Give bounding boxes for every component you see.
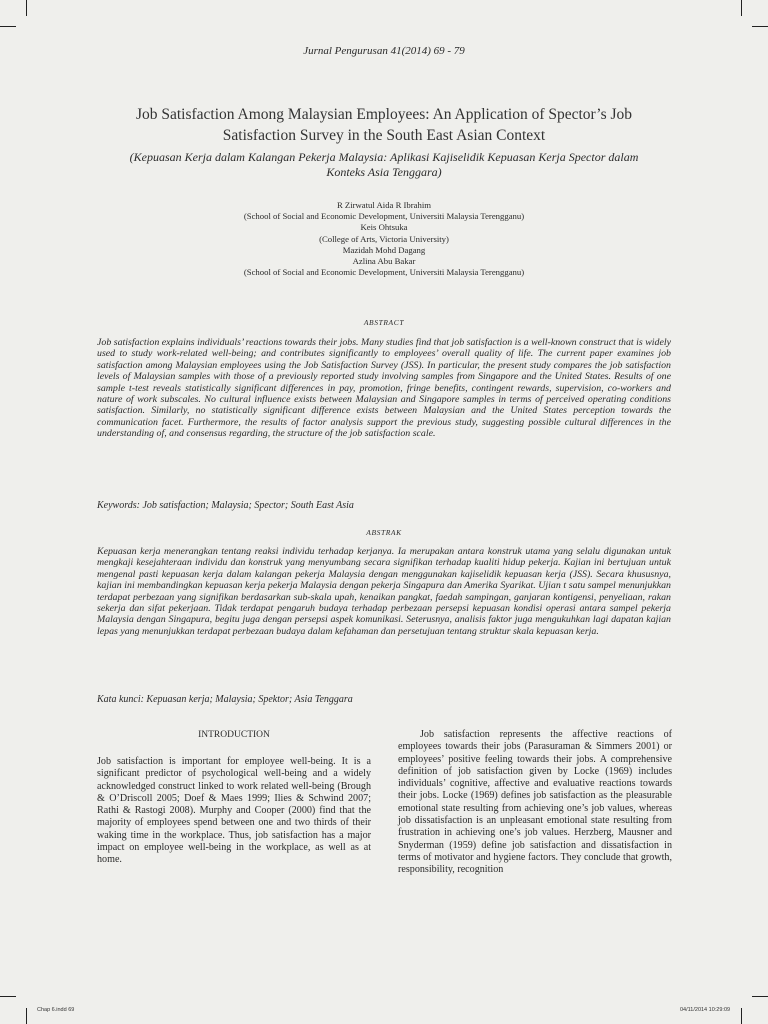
abstrak-text: Kepuasan kerja menerangkan tentang reaksi individu terhadap kerjanya. Ia merupakan antara konstruk utama yang selalu digunakan untuk mengkaji kesejahteraan individu dan konstruk yang menyumbang secara signifikan terhadap kualiti hidup pekerja. Kajian ini bertujuan untuk mengenal pasti kepuasan kerja dalam kalangan pekerja Malaysia dengan menggunakan kajiselidik kepuasan kerja (JSS). Secara khususnya, kajian ini membandingkan kepuasan kerja pekerja Malaysia dengan pekerja Singapura dan Amerika Syarikat. Ujian t satu sampel menunjukkan terdapat perbezaan yang signifikan berdasarkan sub-skala upah, kenaikan pangkat, faedah sampingan, ganjaran kontigensi, penyeliaan, rakan sekerja dan sifat pekerjaan. Tidak terdapat pengaruh budaya terhadap perbezaan persepsi kepuasan kondisi operasi antara sampel pekerja Malaysia dengan Singapura, begitu juga dengan persepsi aspek komunikasi. Seterusnya, analisis faktor juga mengukuhkan lagi dapatan kajian lepas yang menunjukkan terdapat perbezaan budaya dalam kefahaman dan persetujuan tentang struktur skala kepuasan kerja. bbox=[97, 546, 671, 637]
abstrak-heading: ABSTRAK bbox=[366, 528, 402, 537]
crop-mark-top-left-h bbox=[0, 26, 16, 27]
crop-mark-top-right bbox=[741, 0, 742, 16]
crop-mark-bottom-right-h bbox=[752, 996, 768, 997]
author-affiliation: (School of Social and Economic Development, Universiti Malaysia Terengganu) bbox=[243, 211, 525, 222]
author-name: R Zirwatul Aida R Ibrahim bbox=[336, 200, 432, 210]
author-affiliation: (School of Social and Economic Development, Universiti Malaysia Terengganu) bbox=[243, 267, 525, 278]
intro-paragraph-left: Job satisfaction is important for employee well-being. It is a significant predictor of psychological well-being and a widely acknowledged construct linked to work related well-being (Brough & O’Driscoll 2005; Doef & Maes 1999; Ilies & Schwind 2007; Rathi & Rastogi 2008). Murphy and Cooper (2000) find that the majority of employees spend between one and two thirds of their waking time in the workplace. Thus, job satisfaction has a major impact on employee well-being in the workplace, as well as at home. bbox=[97, 756, 371, 866]
footer-timestamp: 04/11/2014 10:29:09 bbox=[680, 1007, 731, 1013]
author-name: Keis Ohtsuka bbox=[360, 222, 408, 233]
author-name: Mazidah Mohd Dagang bbox=[342, 244, 426, 255]
intro-paragraph-right: Job satisfaction represents the affective reactions of employees towards their jobs (Parasuraman & Simmers 2001) or employees’ positive feeling towards their jobs. A comprehensive definition of job satisfaction given by Locke (1969) includes individuals’ cognitive, affective and evaluative reactions towards their jobs. Locke (1969) defines job satisfaction as the pleasurable emotional state resulting from achieving one’s job values, whereas job dissatisfaction is an unpleasant emotional state resulting from frustration in achieving one’s job values. Herzberg, Mausner and Snyderman (1959) define job satisfaction and dissatisfaction in terms of motivator and hygiene factors. They conclude that growth, responsibility, recognition bbox=[398, 729, 672, 876]
footer-file-name: Chap 6.indd 69 bbox=[37, 1007, 75, 1013]
crop-mark-bottom-left bbox=[26, 1008, 27, 1024]
crop-mark-top-right-h bbox=[752, 26, 768, 27]
keywords: Keywords: Job satisfaction; Malaysia; Spector; South East Asia bbox=[97, 500, 354, 511]
paper-title: Job Satisfaction Among Malaysian Employees: An Application of Spector’s Job Satisfaction Survey in the South East Asian Context bbox=[135, 106, 633, 144]
crop-mark-bottom-left-h bbox=[0, 996, 16, 997]
author-affiliation: (College of Arts, Victoria University) bbox=[319, 233, 449, 244]
introduction-heading: INTRODUCTION bbox=[198, 730, 270, 740]
kata-kunci: Kata kunci: Kepuasan kerja; Malaysia; Spektor; Asia Tenggara bbox=[97, 694, 353, 705]
author-name: Azlina Abu Bakar bbox=[352, 256, 416, 267]
crop-mark-bottom-right bbox=[741, 1008, 742, 1024]
abstract-text: Job satisfaction explains individuals’ reactions towards their jobs. Many studies find that job satisfaction is a well-known construct that is widely used to study work-related well-being; and contributes significantly to employees’ overall quality of life. The current paper examines job satisfaction among Malaysian employees using the Job Satisfaction Survey (JSS). In particular, the present study compares the job satisfaction levels of Malaysian samples with those of a previously reported study involving samples from Singapore and the United States. Results of one sample t-test reveals statistically significant differences in pay, promotion, fringe benefits, contingent rewards, supervision, co-workers and nature of work subscales. No cultural influence exists between Malaysian and Singapore samples in terms of perceived operating conditions satisfaction. Similarly, no statistically significant difference exists between Malaysian and the United States perception towards the communication facet. Furthermore, the results of factor analysis support the previous study, suggesting possible cultural differences in the understanding of, and consensus regarding, the structure of the job satisfaction scale. bbox=[97, 337, 671, 440]
journal-citation: Jurnal Pengurusan 41(2014) 69 - 79 bbox=[303, 45, 465, 57]
crop-mark-top-left bbox=[26, 0, 27, 16]
author-block bbox=[0, 200, 768, 278]
abstract-heading: ABSTRACT bbox=[363, 318, 405, 327]
paper-subtitle-malay: (Kepuasan Kerja dalam Kalangan Pekerja Malaysia: Aplikasi Kajiselidik Kepuasan Kerja Spector dalam Konteks Asia Tenggara) bbox=[129, 150, 639, 179]
